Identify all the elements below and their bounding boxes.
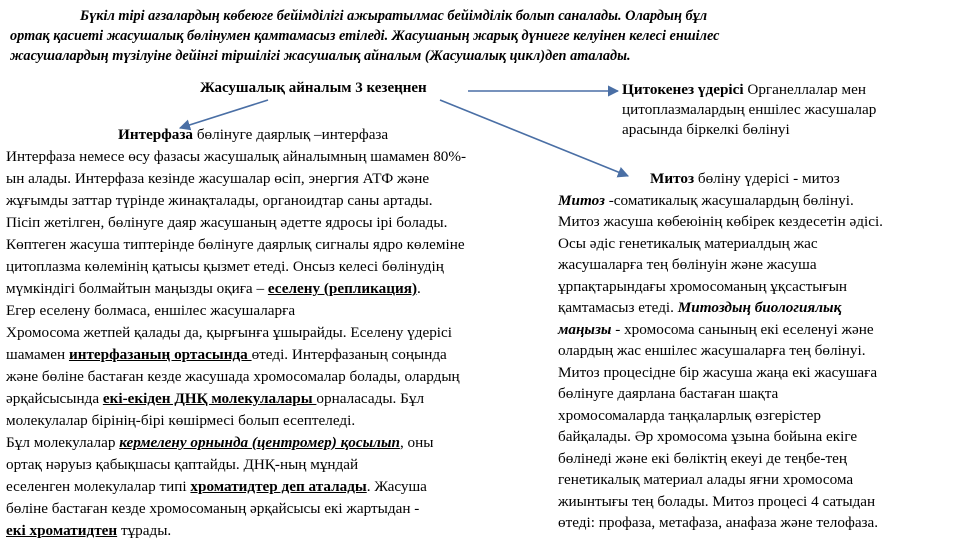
interphase-line: ортақ нәруыз қабықшасы қаптайды. ДНҚ-ның мұндай — [6, 456, 359, 473]
text: маңызы — [558, 320, 612, 338]
interphase-title — [6, 124, 558, 146]
mitosis-line: генетикалық материал алады яғни хромосома — [558, 471, 854, 488]
text: . Жасуша — [366, 478, 427, 495]
mitosis-title — [558, 168, 956, 190]
mitosis-line: жиынтығы тең болады. Митоз процесі 4 сатыдан — [558, 492, 876, 510]
cytokinesis-title: Цитокенез үдерісі — [622, 81, 744, 98]
text: еселену (репликация) — [267, 280, 418, 297]
text: мүмкіндігі болмайтын маңызды оқиға – — [6, 280, 268, 297]
cytokinesis-line: арасында біркелкі бөлінуі — [622, 121, 790, 138]
mitosis-line — [558, 297, 956, 319]
text: . — [417, 280, 421, 297]
mitosis-line: жасушаларға тең бөлінуін және жасуша — [558, 256, 817, 273]
text: Митоз — [650, 170, 695, 187]
text: екі хроматидтен — [6, 522, 118, 539]
cytokinesis-block — [622, 80, 952, 140]
mitosis-line: Осы әдіс генетикалық материалдың жас — [558, 234, 818, 252]
interphase-line — [6, 388, 558, 410]
text: - хромосома санының екі еселенуі және — [611, 320, 874, 338]
interphase-line — [6, 344, 558, 366]
text: Митоздың биологиялық — [677, 299, 842, 316]
text: өтеді. Интерфазаның соңында — [251, 346, 447, 363]
text: тұрады. — [117, 522, 172, 539]
mitosis-line: бөлінеді және екі бөліктің екеуі де теңбе-тең — [558, 449, 847, 467]
text: хроматидтер деп аталады — [190, 478, 367, 495]
interphase-line: молекулалар бірінің-бірі көшірмесі болып есептеледі. — [6, 412, 356, 429]
interphase-line: жұғымды заттар түрінде жинақталады, органоидтар саны артады. — [6, 192, 433, 209]
mitosis-line: олардың жас еншілес жасушаларға тең бөлінуі. — [558, 342, 866, 359]
intro-paragraph — [10, 6, 950, 66]
mitosis-block — [558, 168, 956, 534]
interphase-line: ын алады. Интерфаза кезінде жасушалар өсіп, энергия АТФ және — [6, 170, 430, 187]
mitosis-line: ұрпақтарындағы хромосоманың ұқсастығын — [558, 277, 848, 295]
mitosis-line: байқалады. Әр хромосома ұзына бойына екіге — [558, 428, 858, 445]
text: еселенген молекулалар типі — [6, 478, 191, 495]
interphase-line — [6, 476, 558, 498]
mitosis-line: Митоз процесідне бір жасуша жаңа екі жасушаға — [558, 363, 878, 381]
cytokinesis-line: цитоплазмалардың еншілес жасушалар — [622, 101, 877, 118]
interphase-line — [6, 520, 558, 542]
interphase-block — [6, 124, 558, 542]
interphase-line — [6, 432, 558, 454]
mitosis-line: өтеді: профаза, метафаза, анафаза және телофаза. — [558, 514, 879, 531]
intro-line: жасушалардың түзілуіне дейінгі тіршілігі жасушалық айналым (Жасушалық цикл)деп аталады. — [10, 48, 631, 64]
interphase-line: Егер еселену болмаса, еншілес жасушаларға — [6, 302, 296, 319]
interphase-line: Интерфаза немесе өсу фазасы жасушалық айналымның шамамен 80%- — [6, 148, 467, 165]
text: Интерфаза — [118, 126, 194, 143]
interphase-line: Хромосома жетпей қалады да, қырғынға ұшырайды. Еселену үдерісі — [6, 324, 452, 341]
interphase-line: және бөліне бастаған кезде жасушада хромосомалар болады, олардың — [6, 368, 460, 385]
text: шамамен — [6, 346, 69, 363]
text: -соматикалық жасушалардың бөлінуі. — [604, 191, 854, 209]
interphase-line: Көптеген жасуша типтерінде бөлінуге даярлық сигналы ядро көлеміне — [6, 236, 465, 253]
text: әрқайсысында — [6, 390, 103, 407]
mitosis-line: Митоз жасуша көбеюінің көбірек кездесетін әдісі. — [558, 213, 883, 230]
interphase-line: бөліне бастаған кезде хромосоманың әрқайсысы екі жартыдан - — [6, 500, 420, 517]
interphase-line: цитоплазма көлемінің қатысы қызмет етеді. Онсыз келесі бөлінудің — [6, 258, 444, 275]
text: бөлінуге даярлық –интерфаза — [193, 126, 389, 143]
mitosis-line — [558, 190, 956, 212]
text: интерфазаның ортасында — [68, 346, 252, 363]
text: бөліну үдерісі - митоз — [694, 170, 840, 187]
text: Митоз — [558, 191, 605, 209]
text: кермелену орнында (центромер) қосылып — [119, 434, 400, 451]
cycle-heading: Жасушалық айналым 3 кезеңнен — [200, 80, 427, 96]
text: қамтамасыз етеді. — [558, 299, 678, 316]
text: Органеллалар мен — [743, 81, 866, 98]
intro-line: ортақ қасиеті жасушалық бөлінумен қамтамасыз етіледі. Жасушаның жарық дүниеге келуінен келесі еншілес — [10, 28, 720, 44]
text: екі-екіден ДНҚ молекулалары — [102, 390, 317, 407]
mitosis-line: хромосомаларда таңқаларлық өзгерістер — [558, 406, 821, 424]
intro-line: Бүкіл тірі ағзалардың көбеюге бейімділігі ажыратылмас бейімділік болып саналады. Олардың бұл — [80, 8, 708, 24]
mitosis-line: бөлінуге даярлана бастаған шақта — [558, 385, 779, 402]
interphase-line: Пісіп жетілген, бөлінуге даяр жасушаның әдетте ядросы ірі болады. — [6, 214, 448, 231]
text: Бұл молекулалар — [6, 434, 120, 451]
interphase-line — [6, 278, 558, 300]
cytokinesis-line — [622, 80, 952, 100]
text: , оны — [399, 434, 434, 451]
mitosis-line — [558, 319, 956, 341]
text: орналасады. Бұл — [316, 390, 425, 407]
